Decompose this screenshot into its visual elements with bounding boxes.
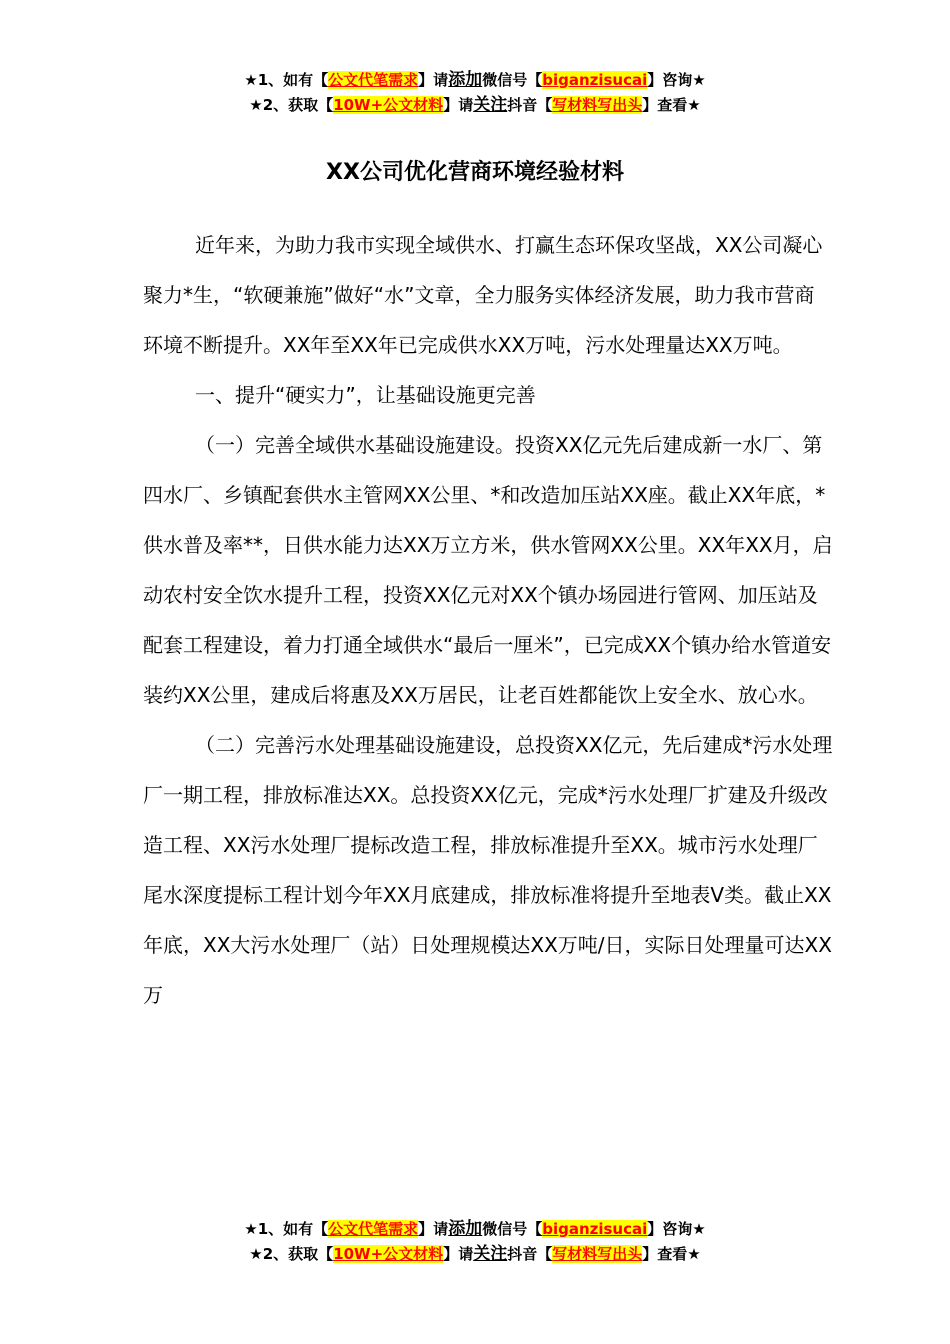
ad-highlight: 写材料写出头 (552, 1245, 643, 1263)
ad-emphasis: 关注 (473, 95, 508, 115)
ad-highlight: 10W+公文材料 (333, 96, 444, 114)
ad-text: 微信号【 (482, 1220, 543, 1238)
section-heading: 一、提升“硬实力”，让基础设施更完善 (195, 383, 536, 407)
ad-header (0, 68, 950, 118)
ad-line-2 (0, 93, 950, 118)
document-title: XX公司优化营商环境经验材料 (326, 160, 624, 185)
ad-text: 】请 (443, 96, 474, 114)
ad-highlight: biganzisucai (542, 71, 648, 89)
ad-text: 微信号【 (482, 71, 543, 89)
document-body (143, 220, 833, 1020)
ad-text: 抖音【 (507, 1245, 553, 1263)
ad-highlight: 公文代笔需求 (328, 1220, 419, 1238)
ad-text: 】请 (418, 71, 449, 89)
ad-text: ★2、获取【 (249, 1245, 334, 1263)
ad-footer (0, 1217, 950, 1267)
ad-text: 】咨询★ (647, 1220, 706, 1238)
ad-text: ★2、获取【 (249, 96, 334, 114)
ad-text: 】查看★ (642, 1245, 701, 1263)
ad-emphasis: 关注 (473, 1244, 508, 1264)
ad-highlight: 10W+公文材料 (333, 1245, 444, 1263)
ad-highlight: 公文代笔需求 (328, 71, 419, 89)
ad-line-1 (0, 68, 950, 93)
ad-text: 】请 (443, 1245, 474, 1263)
ad-text: 】咨询★ (647, 71, 706, 89)
ad-text: 】请 (418, 1220, 449, 1238)
ad-emphasis: 添加 (448, 1219, 483, 1239)
ad-highlight: 写材料写出头 (552, 96, 643, 114)
ad-text: ★1、如有【 (244, 1220, 329, 1238)
ad-text: 】查看★ (642, 96, 701, 114)
paragraph: （二）完善污水处理基础设施建设，总投资XX亿元，先后建成*污水处理厂一期工程，排放标准达XX。总投资XX亿元，完成*污水处理厂扩建及升级改造工程、XX污水处理厂提标改造工程，排放标准提升至XX。城市污水处理厂尾水深度提标工程计划今年XX月底建成，排放标准将提升至地表Ⅴ类。截止XX年底，XX大污水处理厂（站）日处理规模达XX万吨/日，实际日处理量可达XX万 (143, 733, 833, 1007)
ad-highlight: biganzisucai (542, 1220, 648, 1238)
ad-emphasis: 添加 (448, 70, 483, 90)
ad-text: 抖音【 (507, 96, 553, 114)
paragraph: （一）完善全域供水基础设施建设。投资XX亿元先后建成新一水厂、第四水厂、乡镇配套供水主管网XX公里、*和改造加压站XX座。截止XX年底，*供水普及率**，日供水能力达XX万立方米，供水管网XX公里。XX年XX月，启动农村安全饮水提升工程，投资XX亿元对XX个镇办场园进行管网、加压站及配套工程建设，着力打通全域供水“最后一厘米”，已完成XX个镇办给水管道安装约XX公里，建成后将惠及XX万居民，让老百姓都能饮上安全水、放心水。 (143, 433, 833, 707)
ad-text: ★1、如有【 (244, 71, 329, 89)
paragraph: 近年来，为助力我市实现全域供水、打赢生态环保攻坚战，XX公司凝心聚力*生，“软硬兼施”做好“水”文章，全力服务实体经济发展，助力我市营商环境不断提升。XX年至XX年已完成供水XX万吨，污水处理量达XX万吨。 (143, 233, 823, 357)
ad-line-2 (0, 1242, 950, 1267)
ad-line-1 (0, 1217, 950, 1242)
